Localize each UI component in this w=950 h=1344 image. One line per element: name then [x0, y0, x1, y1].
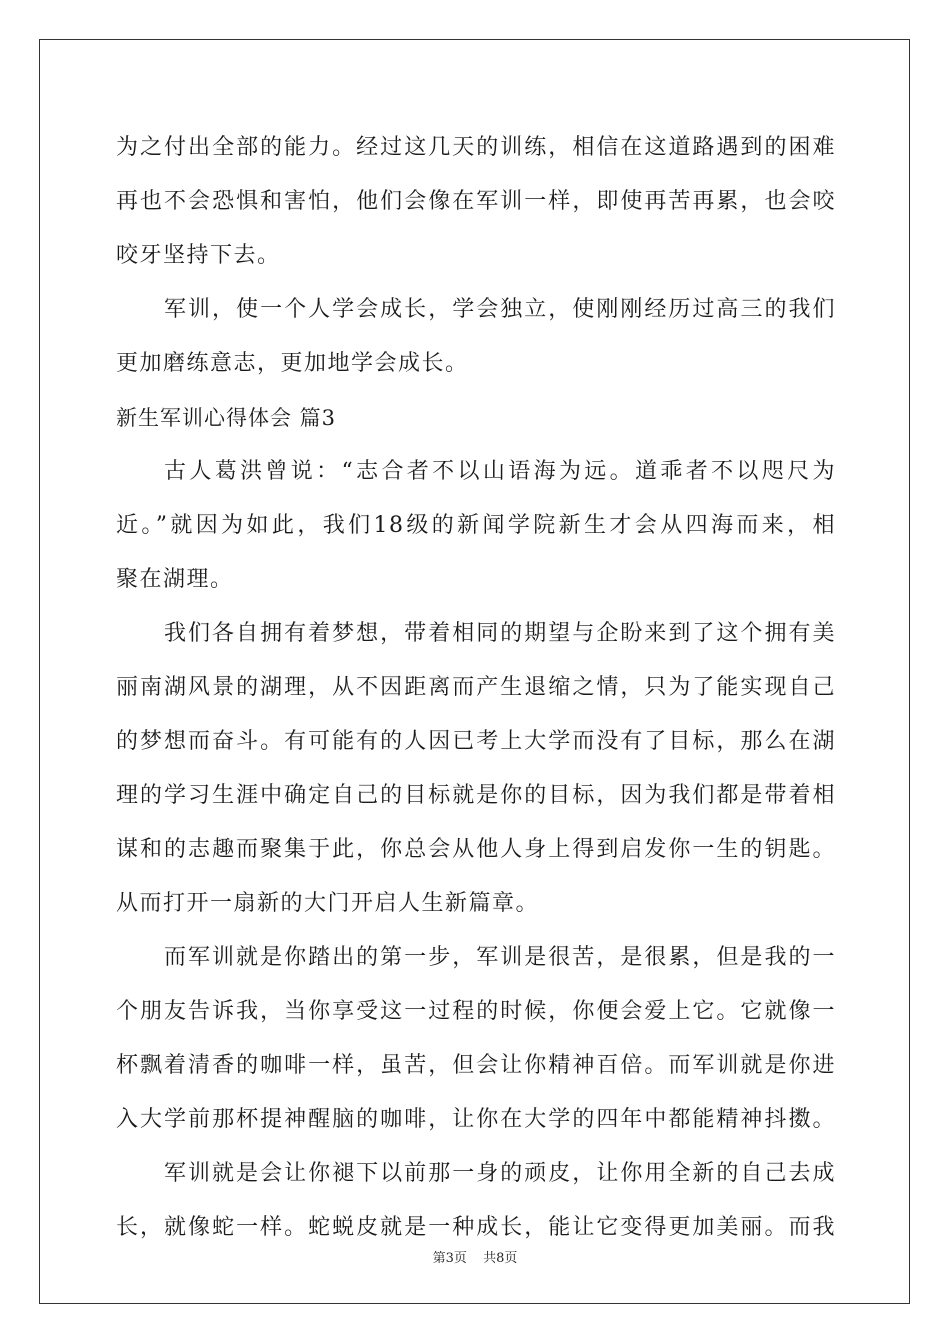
page-footer	[0, 1247, 950, 1266]
text-line: 近。”就因为如此，我们18级的新闻学院新生才会从四海而来，相	[116, 513, 836, 538]
text-line: 从而打开一扇新的大门开启人生新篇章。	[116, 891, 540, 916]
text-line: 入大学前那杯提神醒脑的咖啡，让你在大学的四年中都能精神抖擞。	[116, 1107, 836, 1132]
page-number: 第3页	[432, 1251, 467, 1266]
text-line: 的梦想而奋斗。有可能有的人因已考上大学而没有了目标，那么在湖	[116, 729, 836, 754]
text-line: 军训就是会让你褪下以前那一身的顽皮，让你用全新的自己去成	[164, 1161, 836, 1186]
text-line: 谋和的志趣而聚集于此，你总会从他人身上得到启发你一生的钥匙。	[116, 837, 836, 862]
text-line: 更加磨练意志，更加地学会成长。	[116, 351, 469, 376]
text-line: 丽南湖风景的湖理，从不因距离而产生退缩之情，只为了能实现自己	[116, 675, 836, 700]
text-line: 我们各自拥有着梦想，带着相同的期望与企盼来到了这个拥有美	[164, 621, 836, 646]
text-line: 杯飘着清香的咖啡一样，虽苦，但会让你精神百倍。而军训就是你进	[116, 1053, 836, 1078]
text-line: 咬牙坚持下去。	[116, 243, 281, 268]
text-line: 个朋友告诉我，当你享受这一过程的时候，你便会爱上它。它就像一	[116, 999, 836, 1024]
document-body	[116, 121, 836, 1255]
text-line: 而军训就是你踏出的第一步，军训是很苦，是很累，但是我的一	[164, 945, 836, 970]
section-heading: 新生军训心得体会 篇3	[116, 406, 337, 430]
text-line: 军训，使一个人学会成长，学会独立，使刚刚经历过高三的我们	[164, 297, 836, 322]
text-line: 长，就像蛇一样。蛇蜕皮就是一种成长，能让它变得更加美丽。而我	[116, 1215, 836, 1240]
page-total: 共8页	[483, 1251, 518, 1266]
text-line: 为之付出全部的能力。经过这几天的训练，相信在这道路遇到的困难	[116, 135, 836, 160]
text-line: 理的学习生涯中确定自己的目标就是你的目标，因为我们都是带着相	[116, 783, 836, 808]
text-line: 再也不会恐惧和害怕，他们会像在军训一样，即使再苦再累，也会咬	[116, 189, 836, 214]
text-line: 聚在湖理。	[116, 567, 234, 592]
text-line: 古人葛洪曾说：“志合者不以山语海为远。道乖者不以咫尺为	[164, 459, 836, 484]
